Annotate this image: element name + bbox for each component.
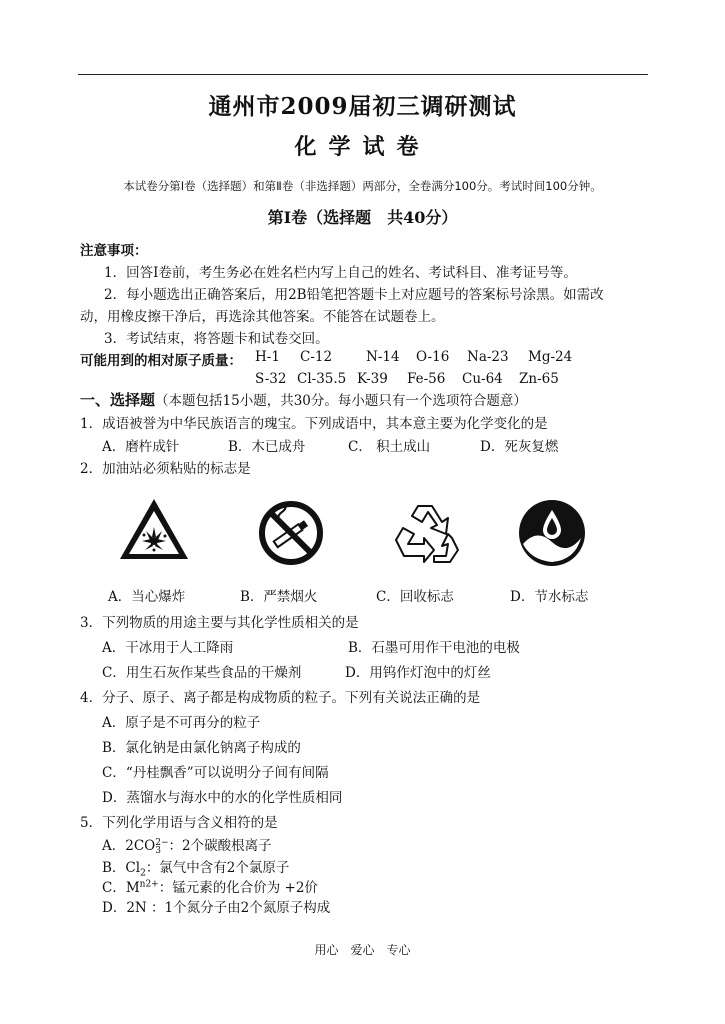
atomic-na: Na-23 — [467, 349, 509, 365]
recycle-icon — [388, 500, 462, 566]
q5-option-a-charge: 2− — [155, 837, 169, 848]
atomic-c: C-12 — [300, 349, 333, 365]
q2-option-a: A．当心爆炸 — [108, 589, 186, 605]
explosion-warning-icon — [118, 497, 190, 561]
section-one-heading — [80, 389, 527, 410]
q4-option-a: A．原子是不可再分的粒子 — [102, 715, 261, 731]
q5-option-b-subscript: 2 — [140, 868, 146, 879]
q5-option-a-subscript: 3 — [155, 845, 161, 856]
q3-option-c: C．用生石灰作某些食品的干燥剂 — [102, 665, 302, 681]
q2-stem: 2．加油站必须粘贴的标志是 — [80, 461, 251, 477]
q5-option-d: D．2N ：1个氮分子由2个氮原子构成 — [102, 900, 331, 916]
atomic-k: K-39 — [357, 371, 388, 387]
water-saving-icon — [517, 498, 587, 568]
q5-option-c — [102, 876, 318, 896]
q3-option-a: A．干冰用于人工降雨 — [102, 640, 234, 656]
note-1: 1．回答Ⅰ卷前，考生务必在姓名栏内写上自己的姓名、考试科目、准考证号等。 — [104, 265, 577, 281]
atomic-cu: Cu-64 — [462, 371, 503, 387]
q5-option-a — [102, 834, 272, 855]
exam-intro: 本试卷分第Ⅰ卷（选择题）和第Ⅱ卷（非选择题）两部分，全卷满分100分。考试时间100分钟。 — [123, 179, 602, 193]
q1-option-b: B．木已成舟 — [228, 439, 306, 455]
top-rule — [78, 74, 648, 75]
note-2a: 2．每小题选出正确答案后，用2B铅笔把答题卡上对应题号的答案标号涂黑。如需改 — [104, 287, 604, 303]
section-one-note: （本题包括15小题，共30分。每小题只有一个选项符合题意） — [155, 393, 527, 409]
atomic-label: 可能用到的相对原子质量： — [80, 353, 242, 369]
exam-title: 通州市2009届初三调研测试 — [208, 93, 517, 120]
note-2b: 动，用橡皮擦干净后，再选涂其他答案。不能答在试题卷上。 — [80, 309, 445, 325]
note-3: 3．考试结束，将答题卡和试卷交回。 — [104, 331, 329, 347]
q1-option-d: D．死灰复燃 — [480, 439, 559, 455]
q5-option-b-formula: B．Cl — [102, 860, 141, 876]
q5-option-c-formula: C．M — [102, 880, 140, 896]
exam-subtitle: 化学试卷 — [294, 134, 431, 160]
q5-option-a-ion-marks — [155, 839, 168, 855]
section-one-title: 一、选择题 — [80, 391, 156, 409]
q5-option-a-formula: A．2CO — [102, 838, 156, 854]
atomic-fe: Fe-56 — [407, 371, 446, 387]
q4-option-b: B．氯化钠是由氯化钠离子构成的 — [102, 740, 301, 756]
q5-option-a-meaning: ：2个碳酸根离子 — [168, 838, 272, 854]
q5-option-c-superscript: n2+ — [139, 879, 159, 890]
q3-stem: 3．下列物质的用途主要与其化学性质相关的是 — [80, 615, 359, 631]
q1-option-c: C． 积土成山 — [348, 439, 431, 455]
atomic-h: H-1 — [255, 349, 280, 365]
page-footer: 用心 爱心 专心 — [314, 943, 411, 957]
atomic-o: O-16 — [416, 349, 450, 365]
q4-option-c: C．“丹桂飘香”可以说明分子间有间隔 — [102, 765, 329, 781]
q4-option-d: D．蒸馏水与海水中的水的化学性质相同 — [102, 790, 343, 806]
part-one-heading: 第Ⅰ卷（选择题 共40分） — [267, 208, 458, 227]
q4-stem: 4．分子、原子、离子都是构成物质的粒子。下列有关说法正确的是 — [80, 690, 481, 706]
q2-option-b: B．严禁烟火 — [240, 589, 318, 605]
atomic-mg: Mg-24 — [528, 349, 573, 365]
q5-option-b-meaning: ：氯气中含有2个氯原子 — [145, 860, 290, 876]
q3-option-d: D．用钨作灯泡中的灯丝 — [345, 665, 491, 681]
q5-stem: 5．下列化学用语与含义相符的是 — [80, 815, 278, 831]
q1-stem: 1．成语被誉为中华民族语言的瑰宝。下列成语中，其本意主要为化学变化的是 — [80, 416, 548, 432]
q2-option-d: D．节水标志 — [510, 589, 589, 605]
atomic-cl: Cl-35.5 — [297, 371, 347, 387]
q5-option-c-meaning: ：锰元素的化合价为 +2价 — [158, 880, 318, 896]
no-smoking-icon — [258, 500, 324, 566]
notes-heading: 注意事项： — [80, 243, 148, 259]
q2-option-c: C．回收标志 — [376, 589, 454, 605]
atomic-zn: Zn-65 — [519, 371, 559, 387]
q1-option-a: A．磨杵成针 — [102, 439, 180, 455]
atomic-s: S-32 — [255, 371, 287, 387]
q3-option-b: B．石墨可用作干电池的电极 — [348, 640, 520, 656]
atomic-n: N-14 — [366, 349, 400, 365]
